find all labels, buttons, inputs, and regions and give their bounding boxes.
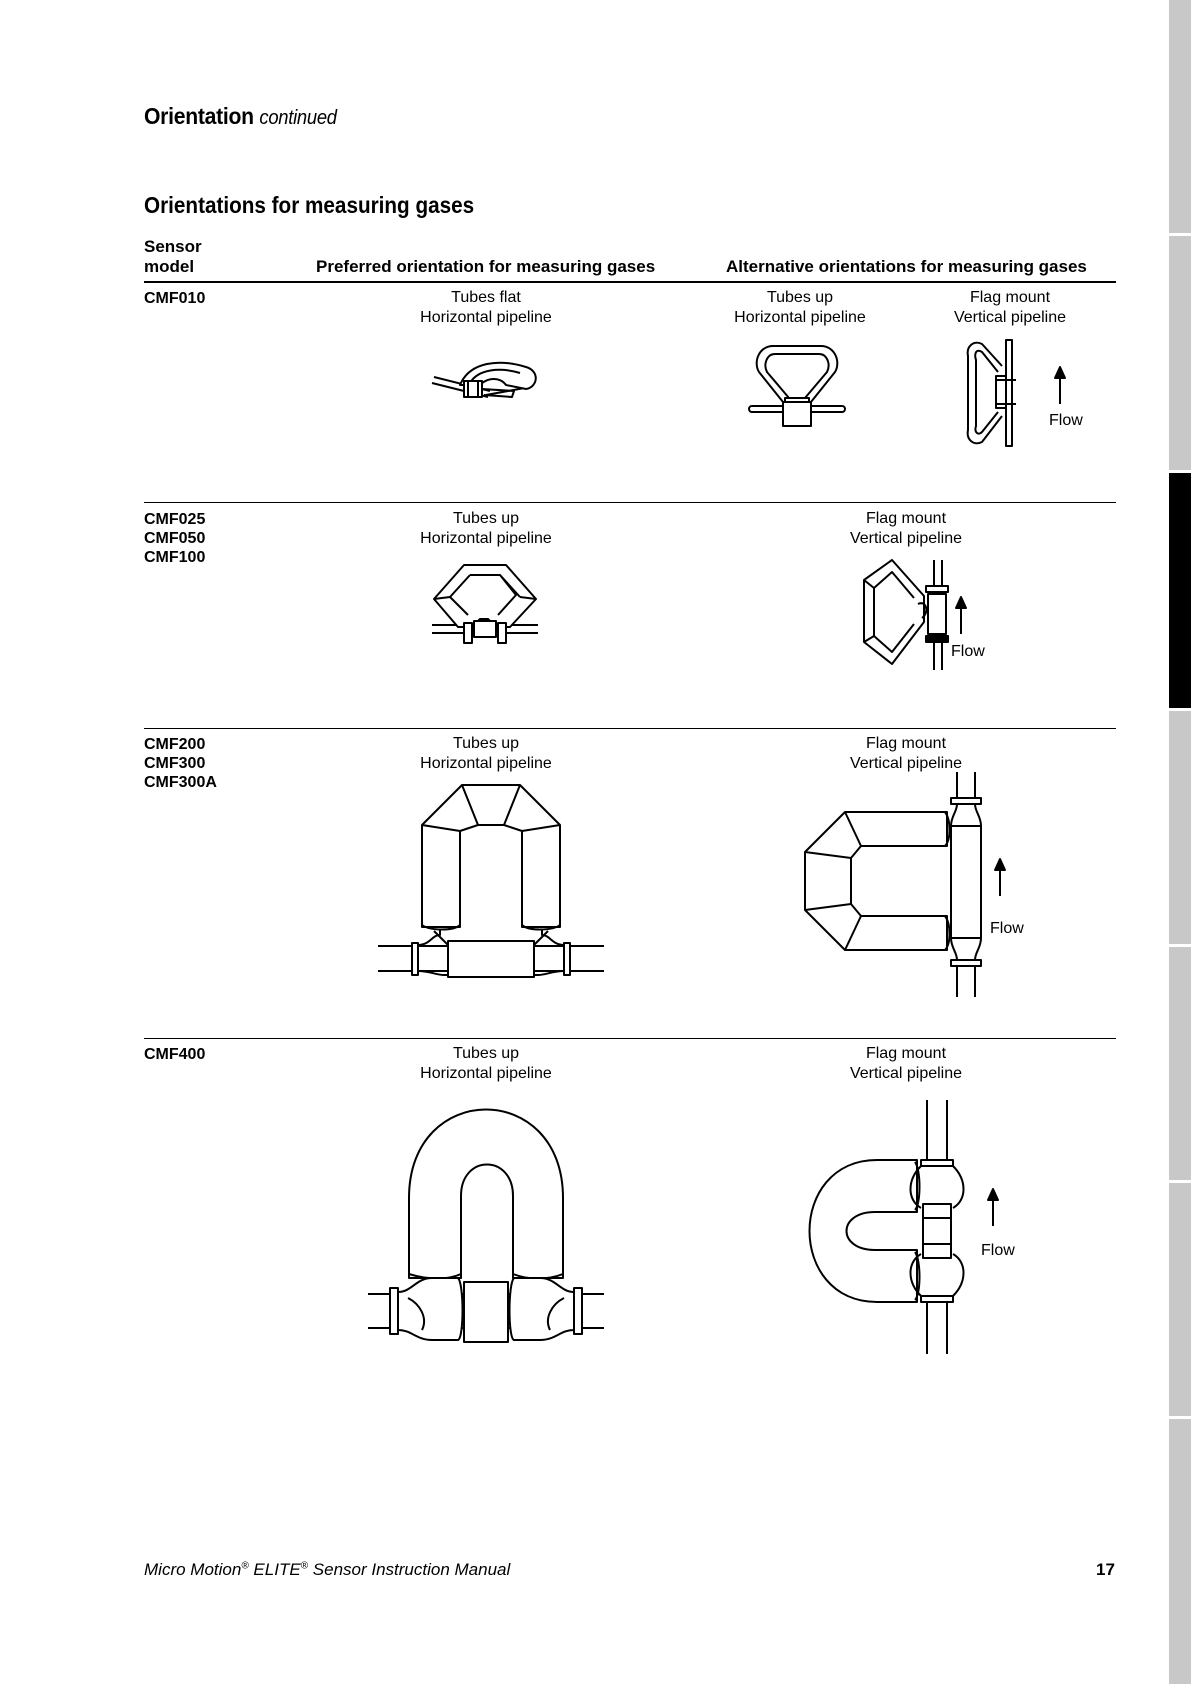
footer-brand-1: Micro Motion — [144, 1560, 242, 1579]
cmf200-tubes-up-figure — [378, 785, 604, 980]
row1-alt1-line2: Horizontal pipeline — [734, 309, 866, 326]
row2-model-1: CMF025 — [144, 511, 206, 528]
row1-flow-arrow-icon — [1054, 366, 1066, 404]
cmf025-flag-mount-figure — [862, 560, 952, 670]
column-header-preferred: Preferred orientation for measuring gases — [316, 257, 656, 276]
row4-flow-arrow-icon — [987, 1188, 999, 1226]
row3-model-list — [144, 735, 217, 792]
column-header-model-line2: model — [144, 257, 195, 276]
page-heading-title: Orientation — [144, 103, 254, 129]
row1-model-list — [144, 289, 205, 308]
row2-model-2: CMF050 — [144, 530, 206, 547]
row2-flow-label: Flow — [951, 643, 985, 660]
row4-preferred-line2: Horizontal pipeline — [420, 1065, 552, 1082]
row1-preferred-line2: Horizontal pipeline — [420, 309, 552, 326]
row1-alt1-caption — [700, 288, 900, 328]
footer-reg-mark-2: ® — [300, 1560, 309, 1572]
column-header-model-line1: Sensor — [144, 237, 202, 256]
row2-model-list — [144, 510, 205, 567]
row3-flow-arrow-icon — [994, 858, 1006, 896]
row3-flow-label: Flow — [990, 920, 1024, 937]
row2-alt1-caption — [806, 509, 1006, 549]
page-heading — [144, 103, 337, 130]
row2-preferred-caption — [386, 509, 586, 549]
row4-flow-label: Flow — [981, 1242, 1015, 1259]
side-tab-5[interactable] — [1169, 947, 1191, 1180]
row4-model-list — [144, 1045, 205, 1064]
side-tab-1[interactable] — [1169, 0, 1191, 233]
footer-reg-mark-1: ® — [241, 1560, 249, 1572]
row4-alt1-line2: Vertical pipeline — [849, 1065, 963, 1082]
header-rule — [144, 281, 1116, 283]
cmf010-tubes-up-figure — [745, 342, 850, 427]
page-number: 17 — [1096, 1560, 1115, 1579]
side-tab-4[interactable] — [1169, 711, 1191, 944]
row3-rule — [144, 1038, 1116, 1039]
row4-preferred-caption — [386, 1044, 586, 1084]
row1-preferred-line1: Tubes flat — [451, 289, 521, 306]
row4-alt1-caption — [806, 1044, 1006, 1084]
row2-alt1-line1: Flag mount — [865, 510, 947, 527]
row2-preferred-line2: Horizontal pipeline — [420, 530, 552, 547]
row1-flow-label: Flow — [1049, 412, 1083, 429]
cmf010-flag-mount-figure — [970, 340, 1020, 448]
column-header-alternative: Alternative orientations for measuring gases — [726, 257, 1087, 276]
row1-alt2-line1: Flag mount — [969, 289, 1051, 306]
row2-alt1-line2: Vertical pipeline — [849, 530, 963, 547]
row1-alt2-line2: Vertical pipeline — [953, 309, 1067, 326]
footer-manual-title — [144, 1560, 510, 1580]
cmf010-tubes-flat-figure — [430, 355, 540, 415]
row2-rule — [144, 728, 1116, 729]
row3-alt1-line2: Vertical pipeline — [849, 755, 963, 772]
cmf025-tubes-up-figure — [430, 565, 540, 655]
side-tab-7[interactable] — [1169, 1419, 1191, 1684]
row2-flow-arrow-icon — [955, 596, 967, 634]
section-title: Orientations for measuring gases — [144, 192, 475, 218]
row3-alt1-caption — [806, 734, 1006, 774]
row3-model-2: CMF300 — [144, 755, 206, 772]
cmf200-flag-mount-figure — [805, 772, 995, 997]
row3-preferred-caption — [386, 734, 586, 774]
row3-preferred-line1: Tubes up — [452, 735, 520, 752]
row1-model-1: CMF010 — [144, 290, 206, 307]
row1-alt2-caption — [910, 288, 1110, 328]
row3-preferred-line2: Horizontal pipeline — [420, 755, 552, 772]
row4-model-1: CMF400 — [144, 1046, 206, 1063]
cmf400-tubes-up-figure — [368, 1108, 604, 1343]
footer-manual-name: Sensor Instruction Manual — [312, 1560, 511, 1579]
row4-preferred-line1: Tubes up — [452, 1045, 520, 1062]
footer-brand-2: ELITE — [253, 1560, 301, 1579]
page-heading-suffix: continued — [259, 107, 337, 129]
cmf400-flag-mount-figure — [797, 1100, 977, 1355]
side-tab-2[interactable] — [1169, 236, 1191, 470]
row3-model-3: CMF300A — [144, 774, 217, 791]
row3-model-1: CMF200 — [144, 736, 206, 753]
row2-preferred-line1: Tubes up — [452, 510, 520, 527]
side-tab-3-active[interactable] — [1169, 473, 1191, 708]
column-header-model — [144, 237, 202, 277]
row3-alt1-line1: Flag mount — [865, 735, 947, 752]
row1-alt1-line1: Tubes up — [766, 289, 834, 306]
side-tab-6[interactable] — [1169, 1183, 1191, 1416]
row4-alt1-line1: Flag mount — [865, 1045, 947, 1062]
row1-rule — [144, 502, 1116, 503]
row1-preferred-caption — [386, 288, 586, 328]
row2-model-3: CMF100 — [144, 549, 206, 566]
